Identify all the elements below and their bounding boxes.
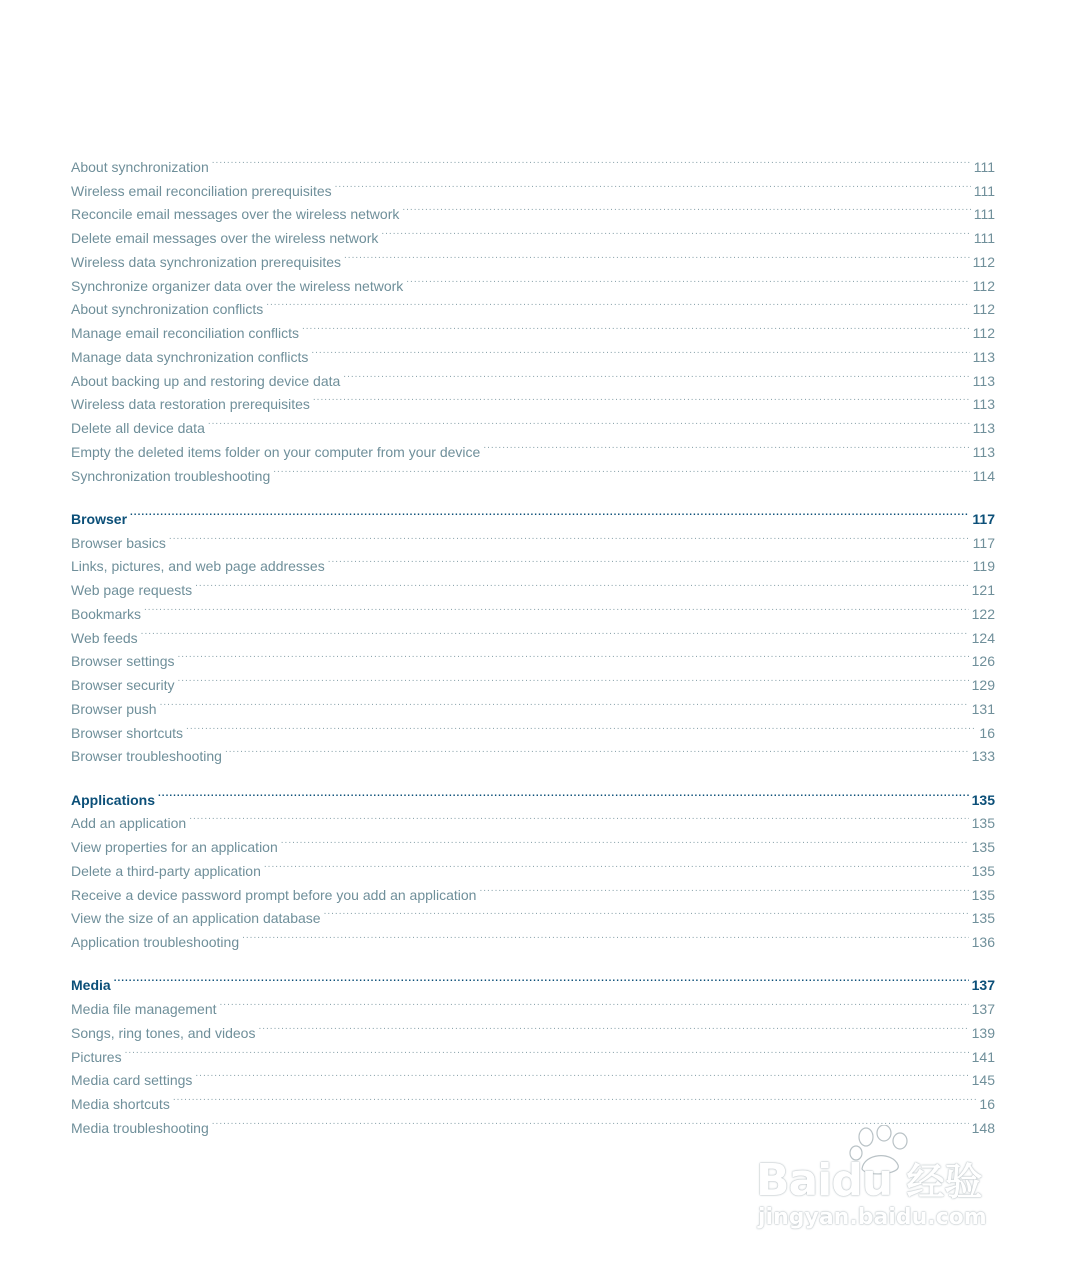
toc-section [71, 967, 995, 1136]
toc-entry[interactable] [71, 738, 995, 765]
toc-entry[interactable] [71, 1062, 995, 1089]
dot-leader [343, 362, 969, 386]
toc-page-number: 139 [971, 1024, 995, 1041]
toc-entry-title: Delete a third-party application [71, 862, 261, 879]
toc-entry[interactable] [71, 666, 995, 693]
dot-leader [177, 666, 968, 690]
toc-page-number: 135 [971, 791, 995, 808]
dot-leader [160, 690, 969, 714]
dot-leader [281, 828, 969, 852]
toc-entry-title: About backing up and restoring device data [71, 372, 341, 389]
dot-leader [208, 409, 970, 433]
toc-entry-title: Synchronize organizer data over the wireless network [71, 277, 404, 294]
toc-entry-title: View the size of an application database [71, 910, 321, 927]
toc-entry-title: Media shortcuts [71, 1096, 170, 1112]
toc-page-number: 113 [972, 348, 995, 365]
toc-page-number: 141 [971, 1048, 995, 1065]
dot-leader [406, 267, 969, 291]
toc-page-number: 113 [972, 443, 995, 460]
dot-leader [302, 314, 970, 338]
dot-leader [483, 433, 969, 457]
toc-entry-title: About synchronization [71, 158, 209, 175]
toc-page-number: 137 [971, 1001, 995, 1017]
toc-page-number: 112 [972, 277, 995, 294]
dot-leader [264, 852, 969, 876]
table-of-contents [71, 148, 995, 1136]
toc-entry-title: Synchronization troubleshooting [71, 467, 271, 484]
toc-heading[interactable] [71, 781, 995, 808]
toc-entry-title: Browser settings [71, 653, 175, 670]
toc-entry-title: Bookmarks [71, 605, 142, 622]
toc-heading[interactable] [71, 967, 995, 994]
toc-page-number: 135 [971, 886, 995, 903]
dot-leader [220, 990, 969, 1014]
dot-leader [225, 738, 969, 762]
toc-entry-title: Browser basics [71, 534, 166, 551]
toc-page-number: 135 [971, 862, 995, 879]
dot-leader [381, 219, 970, 243]
toc-page-number: 135 [971, 815, 995, 832]
toc-page-number: 124 [971, 629, 995, 646]
toc-page-number: 113 [972, 396, 995, 413]
toc-entry[interactable] [71, 571, 995, 598]
toc-entry[interactable] [71, 828, 995, 855]
toc-entry-title: Reconcile email messages over the wireless network [71, 206, 400, 223]
dot-leader [189, 805, 968, 829]
dot-leader [266, 291, 969, 315]
toc-heading[interactable] [71, 500, 995, 527]
toc-entry-title: Wireless data synchronization prerequisites [71, 253, 342, 270]
toc-page-number: 135 [971, 910, 995, 927]
toc-entry[interactable] [71, 619, 995, 646]
dot-leader [141, 619, 969, 643]
dot-leader [186, 714, 976, 738]
toc-page-number: 126 [971, 653, 995, 670]
toc-page-number: 148 [971, 1119, 995, 1136]
toc-section [71, 781, 995, 950]
toc-section [71, 148, 995, 484]
dot-leader [130, 500, 969, 524]
toc-page-number: 112 [972, 253, 995, 270]
toc-entry[interactable] [71, 1085, 995, 1112]
toc-page-number: 121 [971, 582, 995, 598]
toc-page-number: 145 [971, 1072, 995, 1089]
toc-page-number: 129 [971, 677, 995, 693]
toc-entry[interactable] [71, 690, 995, 717]
dot-leader [335, 172, 971, 196]
toc-entry-title: Browser push [71, 700, 157, 717]
toc-entry-title: Receive a device password prompt before you add an application [71, 886, 477, 903]
toc-entry-title: About synchronization conflicts [71, 301, 264, 318]
toc-entry-title: Browser security [71, 677, 175, 693]
toc-entry-title: Web feeds [71, 629, 138, 646]
dot-leader [344, 243, 970, 267]
toc-page-number: 133 [971, 748, 995, 765]
dot-leader [173, 1085, 977, 1109]
toc-entry[interactable] [71, 409, 995, 436]
watermark-url: jingyan.baidu.com [758, 1205, 987, 1230]
toc-entry-title: Web page requests [71, 582, 193, 598]
toc-entry[interactable] [71, 1038, 995, 1065]
dot-leader [144, 595, 969, 619]
toc-page-number: 119 [972, 558, 995, 575]
toc-entry-title: Wireless email reconciliation prerequisites [71, 182, 332, 199]
toc-entry-title: Application troubleshooting [71, 934, 240, 950]
dot-leader [177, 643, 968, 667]
toc-page-number: 113 [972, 420, 995, 436]
toc-entry-title: Links, pictures, and web page addresses [71, 558, 325, 575]
dot-leader [479, 876, 968, 900]
toc-page-number: 114 [972, 467, 995, 484]
dot-leader [402, 196, 970, 220]
toc-entry-title: Add an application [71, 815, 187, 832]
toc-entry-title: View properties for an application [71, 839, 278, 855]
toc-entry[interactable] [71, 172, 995, 199]
toc-page-number: 111 [973, 230, 995, 246]
dot-leader [328, 548, 970, 572]
baidu-jingyan-watermark [756, 1125, 1006, 1235]
toc-entry-title: Browser shortcuts [71, 724, 184, 741]
toc-page-number: 117 [972, 534, 995, 551]
toc-entry[interactable] [71, 524, 995, 551]
toc-entry-title: Media file management [71, 1001, 217, 1017]
dot-leader [273, 457, 969, 481]
dot-leader [311, 338, 969, 362]
dot-leader [313, 386, 970, 410]
toc-entry-title: Media troubleshooting [71, 1119, 209, 1136]
toc-entry[interactable] [71, 595, 995, 622]
toc-entry[interactable] [71, 548, 995, 575]
toc-page-number: 117 [972, 510, 995, 527]
toc-page-number: 137 [971, 977, 995, 994]
toc-entry-title: Manage email reconciliation conflicts [71, 325, 299, 341]
toc-page-number: 111 [973, 182, 995, 199]
toc-entry-title: Applications [71, 791, 156, 808]
toc-page-number: 112 [972, 301, 995, 318]
dot-leader [242, 923, 969, 947]
toc-entry[interactable] [71, 990, 995, 1017]
toc-entry[interactable] [71, 805, 995, 832]
toc-page-number: 135 [971, 839, 995, 855]
toc-entry[interactable] [71, 714, 995, 741]
toc-entry-title: Manage data synchronization conflicts [71, 348, 309, 365]
toc-entry-title: Browser [71, 510, 128, 527]
dot-leader [324, 900, 969, 924]
toc-page-number: 16 [979, 1096, 995, 1112]
toc-entry-title: Empty the deleted items folder on your computer from your device [71, 443, 481, 460]
dot-leader [169, 524, 970, 548]
toc-entry[interactable] [71, 433, 995, 460]
toc-entry-title: Media card settings [71, 1072, 193, 1089]
toc-page-number: 16 [979, 724, 995, 741]
toc-entry-title: Wireless data restoration prerequisites [71, 396, 310, 413]
toc-page-number: 112 [972, 325, 995, 341]
dot-leader [125, 1038, 969, 1062]
toc-entry-title: Media [71, 977, 111, 994]
watermark-logo-text: Baidu 经验 [756, 1155, 983, 1206]
toc-page-number: 113 [972, 372, 995, 389]
dot-leader [212, 148, 971, 172]
toc-page-number: 131 [971, 700, 995, 717]
toc-entry-title: Delete email messages over the wireless network [71, 230, 379, 246]
toc-section [71, 500, 995, 765]
toc-entry-title: Browser troubleshooting [71, 748, 222, 765]
dot-leader [158, 781, 969, 805]
toc-page-number: 111 [973, 206, 995, 223]
toc-page-number: 122 [971, 605, 995, 622]
dot-leader [195, 1062, 968, 1086]
dot-leader [114, 967, 969, 991]
toc-entry[interactable] [71, 148, 995, 175]
toc-entry-title: Songs, ring tones, and videos [71, 1024, 256, 1041]
toc-page-number: 111 [973, 158, 995, 175]
toc-page-number: 136 [971, 934, 995, 950]
toc-entry-title: Pictures [71, 1048, 122, 1065]
dot-leader [258, 1014, 968, 1038]
dot-leader [195, 571, 968, 595]
toc-entry[interactable] [71, 643, 995, 670]
toc-entry-title: Delete all device data [71, 420, 205, 436]
